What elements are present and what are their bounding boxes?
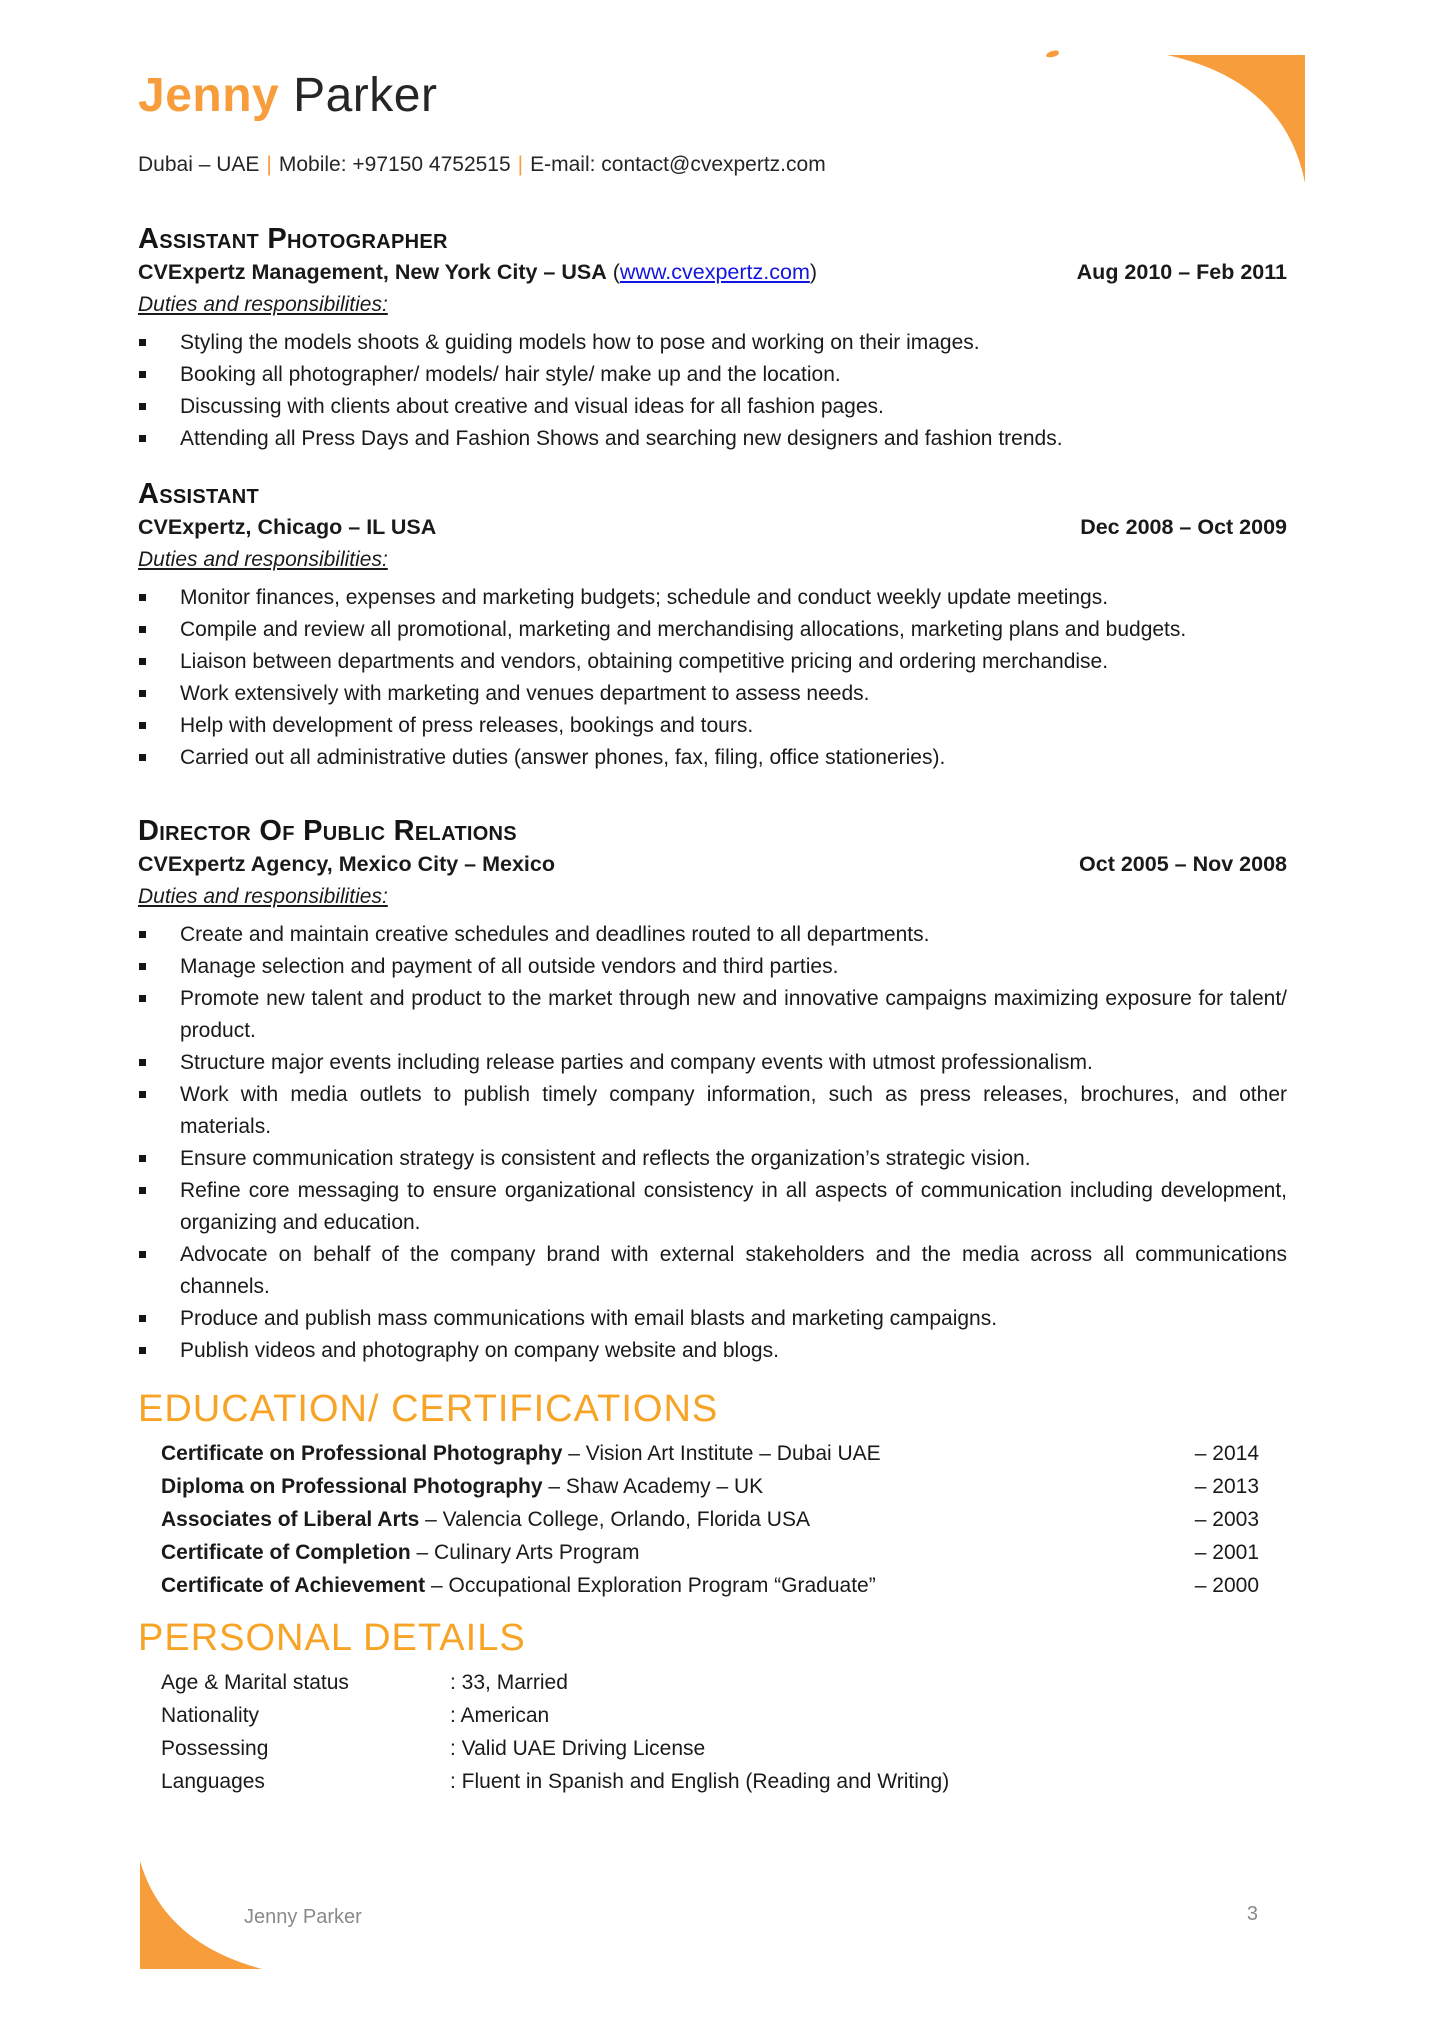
bullet-item <box>138 1303 1287 1335</box>
first-name: Jenny <box>138 69 280 122</box>
job-section-director-of-public-relations <box>138 814 1287 1367</box>
personal-row <box>161 1765 1287 1798</box>
education-item <box>161 1536 1259 1569</box>
bullet-text: Attending all Press Days and Fashion Shows and searching new designers and fashion trends. <box>180 427 1063 450</box>
bullet-square-icon <box>139 722 146 729</box>
bullet-item <box>138 423 1287 455</box>
bullet-text: Manage selection and payment of all outside vendors and third parties. <box>180 955 839 978</box>
bullet-square-icon <box>139 1155 146 1162</box>
education-text <box>161 1536 639 1569</box>
mobile-text: Mobile: +97150 4752515 <box>278 153 511 176</box>
bullet-item <box>138 391 1287 423</box>
bullet-text: Discussing with clients about creative and visual ideas for all fashion pages. <box>180 395 884 418</box>
personal-details-list <box>138 1666 1287 1798</box>
bullet-item <box>138 1047 1287 1079</box>
contact-line <box>138 152 1287 178</box>
company-row <box>138 257 1287 287</box>
education-details: – Shaw Academy – UK <box>542 1475 764 1498</box>
personal-value: : Valid UAE Driving License <box>450 1737 706 1760</box>
last-name: Parker <box>293 69 438 122</box>
bullet-square-icon <box>139 690 146 697</box>
bullet-item <box>138 1335 1287 1367</box>
page-title <box>138 70 1287 122</box>
bullet-square-icon <box>139 931 146 938</box>
company-row <box>138 849 1287 879</box>
education-details: – Occupational Exploration Program “Graduate” <box>425 1574 876 1597</box>
education-list <box>138 1437 1287 1602</box>
bullet-square-icon <box>139 1315 146 1322</box>
personal-value: : 33, Married <box>450 1671 568 1694</box>
education-details: – Vision Art Institute – Dubai UAE <box>562 1442 881 1465</box>
separator: | <box>266 153 272 176</box>
bullet-item <box>138 1175 1287 1239</box>
company-website-link[interactable]: www.cvexpertz.com <box>619 260 810 284</box>
bullet-text: Compile and review all promotional, marketing and merchandising allocations, marketing plans and budgets. <box>180 618 1187 641</box>
company-name <box>138 257 817 287</box>
bullet-square-icon <box>139 1187 146 1194</box>
bullet-item <box>138 614 1287 646</box>
bullet-square-icon <box>139 658 146 665</box>
education-details: – Culinary Arts Program <box>410 1541 640 1564</box>
bullet-item <box>138 646 1287 678</box>
bullet-square-icon <box>139 594 146 601</box>
personal-row <box>161 1732 1287 1765</box>
bullet-list <box>138 582 1287 774</box>
bullet-square-icon <box>139 754 146 761</box>
email-text: E-mail: contact@cvexpertz.com <box>530 153 826 176</box>
duties-label: Duties and responsibilities: <box>138 548 388 571</box>
bullet-text: Advocate on behalf of the company brand with external stakeholders and the media across all communications channels. <box>180 1243 1287 1298</box>
education-title: Certificate of Achievement <box>161 1574 426 1597</box>
bullet-item <box>138 327 1287 359</box>
bullet-item <box>138 983 1287 1047</box>
company-name: CVExpertz Agency, Mexico City – Mexico <box>138 852 555 876</box>
bullet-item <box>138 1143 1287 1175</box>
footer-name: Jenny Parker <box>244 1906 362 1928</box>
bullet-square-icon <box>139 1347 146 1354</box>
bullet-text: Publish videos and photography on company website and blogs. <box>180 1339 779 1362</box>
bullet-item <box>138 742 1287 774</box>
company-name-text: CVExpertz Management, New York City – USA <box>138 260 607 284</box>
personal-row <box>161 1699 1287 1732</box>
page-number: 3 <box>1246 1903 1258 1925</box>
education-text <box>161 1470 763 1503</box>
corner-decoration-top-right <box>1167 55 1305 183</box>
bullet-square-icon <box>139 1091 146 1098</box>
bullet-text: Promote new talent and product to the market through new and innovative campaigns maximizing exposure for talent/ product. <box>180 987 1287 1042</box>
paren-close: ) <box>809 260 818 284</box>
bullet-square-icon <box>139 1059 146 1066</box>
education-title: Diploma on Professional Photography <box>161 1475 543 1498</box>
bullet-item <box>138 710 1287 742</box>
bullet-square-icon <box>139 339 146 346</box>
education-title: Certificate on Professional Photography <box>161 1442 563 1465</box>
bullet-square-icon <box>139 435 146 442</box>
bullet-text: Styling the models shoots & guiding models how to pose and working on their images. <box>180 331 980 354</box>
company-row <box>138 512 1287 542</box>
education-item <box>161 1437 1259 1470</box>
bullet-text: Ensure communication strategy is consistent and reflects the organization’s strategic vision. <box>180 1147 1031 1170</box>
education-details: – Valencia College, Orlando, Florida USA <box>419 1508 810 1531</box>
job-section-assistant <box>138 477 1287 774</box>
education-title: Certificate of Completion <box>161 1541 411 1564</box>
bullet-text: Carried out all administrative duties (answer phones, fax, filing, office stationeries). <box>180 746 946 769</box>
bullet-item <box>138 678 1287 710</box>
bullet-text: Help with development of press releases, bookings and tours. <box>180 714 754 737</box>
bullet-text: Refine core messaging to ensure organizational consistency in all aspects of communication including development, organizing and education. <box>180 1179 1287 1234</box>
bullet-square-icon <box>139 371 146 378</box>
personal-details-section <box>138 1616 1287 1798</box>
education-year: – 2003 <box>1194 1508 1259 1531</box>
education-item <box>161 1470 1259 1503</box>
education-text <box>161 1503 810 1536</box>
job-title: Assistant Photographer <box>138 223 448 255</box>
education-year: – 2000 <box>1194 1574 1259 1597</box>
bullet-item <box>138 582 1287 614</box>
job-title: Assistant <box>138 478 260 510</box>
bullet-square-icon <box>139 626 146 633</box>
bullet-text: Booking all photographer/ models/ hair style/ make up and the location. <box>180 363 841 386</box>
separator: | <box>517 153 524 176</box>
job-title: Director Of Public Relations <box>138 815 517 847</box>
personal-label: Possessing <box>161 1737 269 1760</box>
education-text <box>161 1437 881 1470</box>
education-section <box>138 1387 1287 1602</box>
bullet-square-icon <box>139 403 146 410</box>
personal-label: Age & Marital status <box>161 1671 349 1694</box>
education-item <box>161 1569 1259 1602</box>
education-year: – 2013 <box>1194 1475 1259 1498</box>
personal-row <box>161 1666 1287 1699</box>
education-text <box>161 1569 876 1602</box>
bullet-list <box>138 327 1287 455</box>
job-dates: Oct 2005 – Nov 2008 <box>1079 852 1287 876</box>
location-text: Dubai – UAE <box>138 153 260 176</box>
bullet-item <box>138 1079 1287 1143</box>
duties-label: Duties and responsibilities: <box>138 885 388 908</box>
bullet-text: Work with media outlets to publish timely company information, such as press releases, brochures, and other materials. <box>180 1083 1287 1138</box>
personal-value: : American <box>450 1704 550 1727</box>
bullet-square-icon <box>139 995 146 1002</box>
job-section-assistant-photographer <box>138 222 1287 455</box>
education-year: – 2001 <box>1194 1541 1259 1564</box>
personal-label: Nationality <box>161 1704 260 1727</box>
company-name: CVExpertz, Chicago – IL USA <box>138 515 437 539</box>
bullet-item <box>138 951 1287 983</box>
bullet-item <box>138 359 1287 391</box>
education-heading: EDUCATION/ CERTIFICATIONS <box>138 1388 719 1430</box>
bullet-item <box>138 919 1287 951</box>
bullet-item <box>138 1239 1287 1303</box>
education-title: Associates of Liberal Arts <box>161 1508 420 1531</box>
bullet-text: Create and maintain creative schedules and deadlines routed to all departments. <box>180 923 930 946</box>
job-dates: Aug 2010 – Feb 2011 <box>1076 260 1287 284</box>
duties-label: Duties and responsibilities: <box>138 293 388 316</box>
bullet-text: Liaison between departments and vendors, obtaining competitive pricing and ordering merchandise. <box>180 650 1109 673</box>
paren-open: ( <box>606 260 620 284</box>
bullet-text: Produce and publish mass communications with email blasts and marketing campaigns. <box>180 1307 998 1330</box>
personal-details-heading: PERSONAL DETAILS <box>138 1617 526 1659</box>
bullet-square-icon <box>139 963 146 970</box>
bullet-square-icon <box>139 1251 146 1258</box>
bullet-list <box>138 919 1287 1367</box>
bullet-text: Work extensively with marketing and venues department to assess needs. <box>180 682 870 705</box>
education-item <box>161 1503 1259 1536</box>
bullet-text: Structure major events including release parties and company events with utmost professionalism. <box>180 1051 1093 1074</box>
education-year: – 2014 <box>1194 1442 1259 1465</box>
bullet-text: Monitor finances, expenses and marketing budgets; schedule and conduct weekly update meetings. <box>180 586 1109 609</box>
job-dates: Dec 2008 – Oct 2009 <box>1080 515 1287 539</box>
personal-value: : Fluent in Spanish and English (Reading and Writing) <box>450 1770 950 1793</box>
personal-label: Languages <box>161 1770 265 1793</box>
